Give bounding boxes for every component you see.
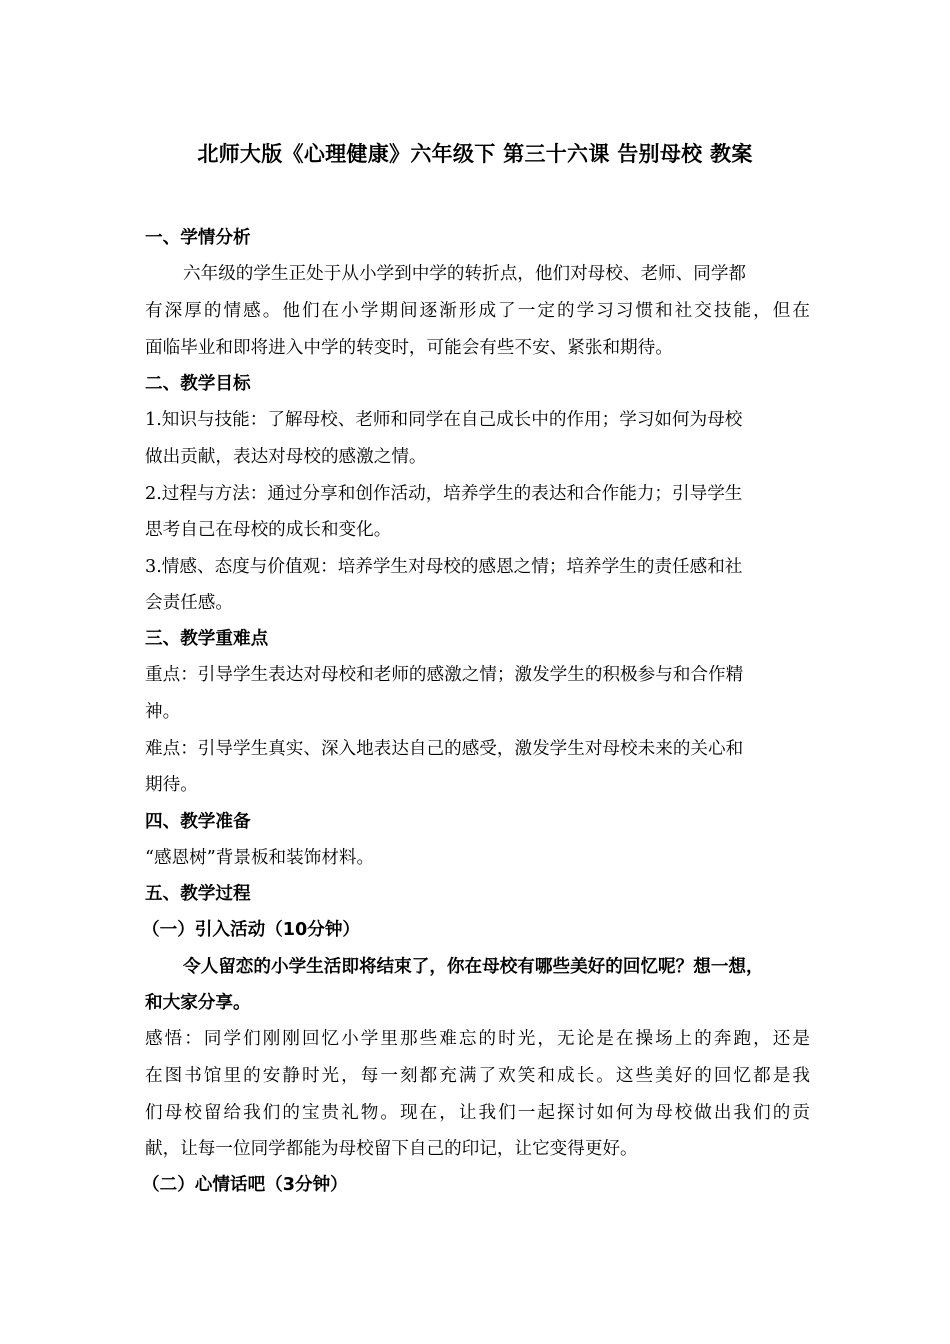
paragraph-line: 面临毕业和即将进入中学的转变时，可能会有些不安、紧张和期待。: [145, 338, 673, 358]
paragraph-line: 六年级的学生正处于从小学到中学的转折点，他们对母校、老师、同学都: [183, 264, 747, 284]
prompt-line: 和大家分享。: [145, 993, 251, 1013]
section-heading-key-points: 三、教学重难点: [145, 629, 269, 649]
key-point-line: 神。: [145, 702, 181, 722]
preparation-text: “感恩树”背景板和装饰材料。: [145, 848, 375, 868]
key-point-line: 重点：引导学生表达对母校和老师的感激之情；激发学生的积极参与和合作精: [145, 665, 744, 685]
prompt-line: 令人留恋的小学生活即将结束了，你在母校有哪些美好的回忆呢？想一想，: [183, 957, 764, 977]
paragraph-line: 有深厚的情感。他们在小学期间逐渐形成了一定的学习习惯和社交技能，但在: [145, 301, 810, 321]
activity-heading-intro: （一）引入活动（10分钟）: [142, 920, 361, 940]
insight-line: 们母校留给我们的宝贵礼物。现在，让我们一起探讨如何为母校做出我们的贡: [145, 1103, 810, 1123]
section-heading-learning-analysis: 一、学情分析: [145, 228, 251, 248]
section-heading-preparation: 四、教学准备: [145, 812, 251, 832]
goal-line: 思考自己在母校的成长和变化。: [145, 520, 392, 540]
section-heading-teaching-goals: 二、教学目标: [145, 374, 251, 394]
goal-line: 会责任感。: [145, 593, 233, 613]
activity-heading-mood-bar: （二）心情话吧（3分钟）: [142, 1175, 348, 1195]
section-heading-process: 五、教学过程: [145, 884, 251, 904]
goal-line: 做出贡献，表达对母校的感激之情。: [145, 447, 427, 467]
insight-line: 在图书馆里的安静时光，每一刻都充满了欢笑和成长。这些美好的回忆都是我: [145, 1066, 810, 1086]
goal-line: 3.情感、态度与价值观：培养学生对母校的感恩之情；培养学生的责任感和社: [145, 557, 743, 577]
insight-line: 感悟：同学们刚刚回忆小学里那些难忘的时光，无论是在操场上的奔跑，还是: [145, 1029, 810, 1049]
difficulty-line: 期待。: [145, 775, 198, 795]
insight-line: 献，让每一位同学都能为母校留下自己的印记，让它变得更好。: [145, 1139, 638, 1159]
goal-line: 2.过程与方法：通过分享和创作活动，培养学生的表达和合作能力；引导学生: [145, 484, 743, 504]
goal-line: 1.知识与技能：了解母校、老师和同学在自己成长中的作用；学习如何为母校: [145, 410, 743, 430]
document-title: 北师大版《心理健康》六年级下 第三十六课 告别母校 教案: [197, 142, 753, 166]
difficulty-line: 难点：引导学生真实、深入地表达自己的感受，激发学生对母校未来的关心和: [145, 739, 744, 759]
